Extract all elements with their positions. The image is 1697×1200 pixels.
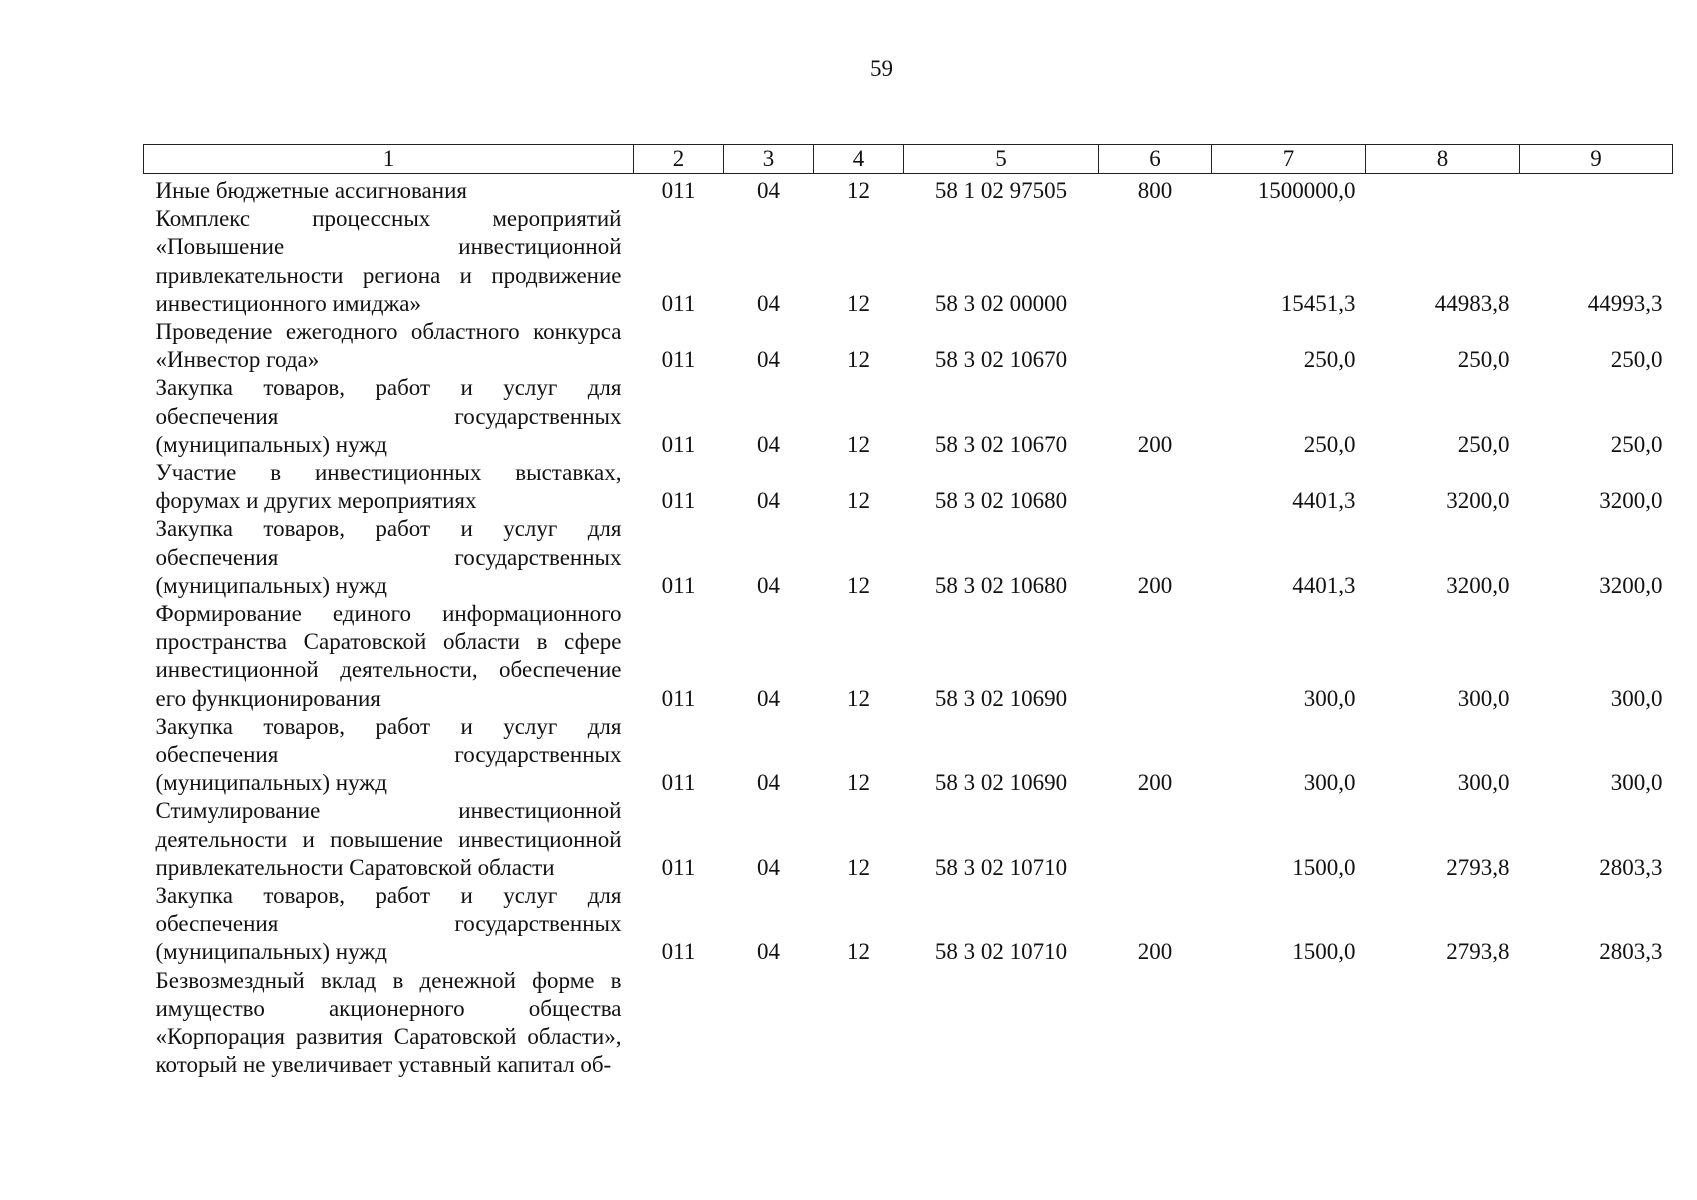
row-expense-type <box>1099 797 1212 882</box>
page-number: 59 <box>870 56 893 81</box>
row-target-article: 58 3 02 10670 <box>934 347 1068 373</box>
row-ministry-code: 011 <box>661 488 696 514</box>
row-name: Стимулирование инвестиционной деятельности и повышение инвестиционной привлекательности Саратовской области <box>155 798 622 880</box>
row-target-article: 58 3 02 10710 <box>934 854 1068 880</box>
table-row <box>144 459 1673 515</box>
row-amount-col8: 3200,0 <box>1446 572 1510 598</box>
row-amount-col7: 300,0 <box>1303 770 1356 796</box>
row-ministry-code: 011 <box>661 290 696 316</box>
row-amount-col7 <box>1212 967 1366 1080</box>
row-ministry-code <box>634 967 724 1080</box>
row-amount-col9: 3200,0 <box>1599 488 1663 514</box>
row-amount-col8: 250,0 <box>1457 347 1510 373</box>
row-amount-col8: 3200,0 <box>1446 488 1510 514</box>
row-expense-type <box>1099 459 1212 515</box>
row-name: Участие в инвестиционных выставках, форумах и других мероприятиях <box>155 460 622 514</box>
row-section-code: 04 <box>757 347 780 373</box>
row-amount-col7: 1500,0 <box>1292 854 1356 880</box>
row-amount-col9: 2803,3 <box>1599 854 1663 880</box>
row-ministry-code: 011 <box>661 572 696 598</box>
table-row <box>144 174 1673 206</box>
row-subsection-code <box>814 967 904 1080</box>
row-subsection-code: 12 <box>847 685 870 711</box>
row-amount-col7: 4401,3 <box>1292 572 1356 598</box>
row-amount-col9: 2803,3 <box>1599 939 1663 965</box>
row-section-code: 04 <box>757 685 780 711</box>
row-amount-col8: 2793,8 <box>1446 939 1510 965</box>
row-ministry-code: 011 <box>661 770 696 796</box>
column-header: 6 <box>1099 145 1212 174</box>
row-expense-type <box>1099 967 1212 1080</box>
row-amount-col9: 250,0 <box>1610 347 1663 373</box>
row-amount-col8: 300,0 <box>1457 770 1510 796</box>
column-header: 4 <box>814 145 904 174</box>
row-amount-col7: 4401,3 <box>1292 488 1356 514</box>
row-name: Комплекс процессных мероприятий «Повышение инвестиционной привлекательности региона и продвижение инвестиционного имиджа» <box>155 206 622 316</box>
column-header: 7 <box>1212 145 1366 174</box>
row-section-code: 04 <box>757 572 780 598</box>
row-section-code: 04 <box>757 431 780 457</box>
row-name: Закупка товаров, работ и услуг для обеспечения государственных (муниципальных) нужд <box>155 375 622 457</box>
row-ministry-code: 011 <box>661 347 696 373</box>
row-amount-col9 <box>1520 967 1673 1080</box>
row-amount-col7: 300,0 <box>1303 685 1356 711</box>
row-name: Иные бюджетные ассигнования <box>155 178 467 203</box>
row-ministry-code: 011 <box>661 939 696 965</box>
table-row <box>144 318 1673 374</box>
row-amount-col7: 250,0 <box>1303 347 1356 373</box>
row-expense-type: 200 <box>1137 939 1173 965</box>
row-amount-col7: 1500,0 <box>1292 939 1356 965</box>
row-amount-col8: 300,0 <box>1457 685 1510 711</box>
row-ministry-code: 011 <box>661 178 696 203</box>
row-target-article <box>904 967 1099 1080</box>
row-target-article: 58 3 02 10680 <box>934 488 1068 514</box>
row-subsection-code: 12 <box>847 854 870 880</box>
row-name: Безвозмездный вклад в денежной форме в имущество акционерного общества «Корпорация развития Саратовской области», который не увеличивает уставный капитал об- <box>155 967 622 1078</box>
row-amount-col9: 300,0 <box>1610 770 1663 796</box>
row-expense-type: 200 <box>1137 431 1173 457</box>
row-subsection-code: 12 <box>847 347 870 373</box>
row-amount-col7: 15451,3 <box>1280 290 1356 316</box>
row-amount-col8 <box>1366 967 1520 1080</box>
column-header: 9 <box>1520 145 1673 174</box>
row-amount-col7: 250,0 <box>1303 431 1356 457</box>
table-header-row <box>144 145 1673 174</box>
row-name: Проведение ежегодного областного конкурса «Инвестор года» <box>155 319 622 373</box>
row-target-article: 58 3 02 10680 <box>934 572 1068 598</box>
row-name: Закупка товаров, работ и услуг для обеспечения государственных (муниципальных) нужд <box>155 883 622 965</box>
row-ministry-code: 011 <box>661 431 696 457</box>
row-name: Закупка товаров, работ и услуг для обеспечения государственных (муниципальных) нужд <box>155 516 622 598</box>
table-row <box>144 713 1673 798</box>
table-row <box>144 515 1673 600</box>
budget-table <box>143 144 1673 1080</box>
row-amount-col9: 300,0 <box>1610 685 1663 711</box>
row-target-article: 58 1 02 97505 <box>934 178 1068 203</box>
row-expense-type: 200 <box>1137 572 1173 598</box>
table-row <box>144 967 1673 1080</box>
row-expense-type <box>1099 205 1212 318</box>
row-subsection-code: 12 <box>847 770 870 796</box>
row-subsection-code: 12 <box>847 290 870 316</box>
row-subsection-code: 12 <box>847 939 870 965</box>
row-section-code: 04 <box>757 939 780 965</box>
row-expense-type <box>1099 600 1212 713</box>
row-section-code <box>724 967 814 1080</box>
row-amount-col9 <box>1520 174 1673 206</box>
column-header: 5 <box>904 145 1099 174</box>
table-row <box>144 882 1673 967</box>
table-row <box>144 600 1673 713</box>
row-target-article: 58 3 02 10690 <box>934 685 1068 711</box>
row-subsection-code: 12 <box>847 431 870 457</box>
row-section-code: 04 <box>757 178 780 203</box>
row-expense-type: 200 <box>1137 770 1173 796</box>
row-amount-col9: 3200,0 <box>1599 572 1663 598</box>
row-target-article: 58 3 02 10670 <box>934 431 1068 457</box>
row-subsection-code: 12 <box>847 178 870 203</box>
table-row <box>144 797 1673 882</box>
column-header: 8 <box>1366 145 1520 174</box>
row-amount-col9: 250,0 <box>1610 431 1663 457</box>
row-subsection-code: 12 <box>847 572 870 598</box>
column-header: 3 <box>724 145 814 174</box>
row-amount-col8: 2793,8 <box>1446 854 1510 880</box>
row-section-code: 04 <box>757 770 780 796</box>
column-header: 2 <box>634 145 724 174</box>
column-header: 1 <box>144 145 634 174</box>
row-expense-type: 800 <box>1137 178 1173 203</box>
row-ministry-code: 011 <box>661 685 696 711</box>
row-amount-col7: 1500000,0 <box>1257 178 1356 203</box>
row-name: Формирование единого информационного пространства Саратовской области в сфере инвестиционной деятельности, обеспечение его функционирования <box>155 601 622 711</box>
row-ministry-code: 011 <box>661 854 696 880</box>
row-expense-type <box>1099 318 1212 374</box>
row-section-code: 04 <box>757 488 780 514</box>
row-target-article: 58 3 02 10690 <box>934 770 1068 796</box>
row-target-article: 58 3 02 10710 <box>934 939 1068 965</box>
row-amount-col8 <box>1366 174 1520 206</box>
row-amount-col8: 44983,8 <box>1434 290 1510 316</box>
row-section-code: 04 <box>757 290 780 316</box>
table-row <box>144 374 1673 459</box>
row-amount-col9: 44993,3 <box>1587 290 1663 316</box>
row-amount-col8: 250,0 <box>1457 431 1510 457</box>
row-name: Закупка товаров, работ и услуг для обеспечения государственных (муниципальных) нужд <box>155 713 622 796</box>
table-row <box>144 205 1673 318</box>
row-section-code: 04 <box>757 854 780 880</box>
row-subsection-code: 12 <box>847 488 870 514</box>
row-target-article: 58 3 02 00000 <box>934 290 1068 316</box>
